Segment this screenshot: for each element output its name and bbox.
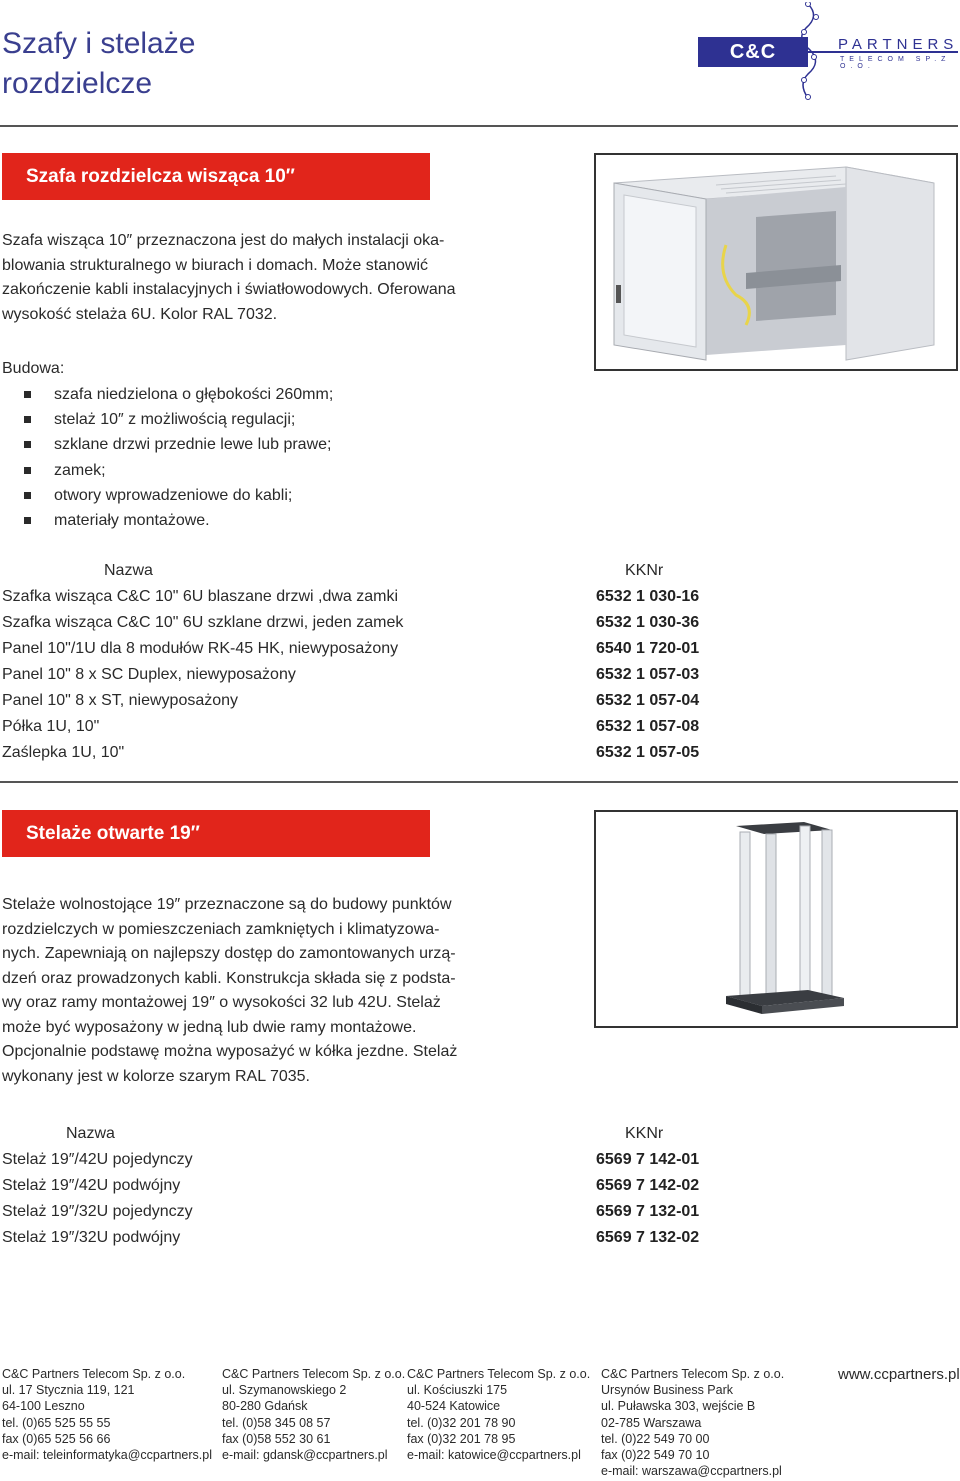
footer-line: 64-100 Leszno (2, 1399, 85, 1414)
description-line: Stelaże wolnostojące 19″ przeznaczone są do budowy punktów (2, 896, 452, 913)
cabinet-illustration (596, 155, 956, 369)
footer-line: ul. Kościuszki 175 (407, 1383, 508, 1398)
footer-line: tel. (0)58 345 08 57 (222, 1415, 331, 1430)
section1-banner: Szafa rozdzielcza wisząca 10″ (2, 153, 430, 200)
website-link[interactable]: www.ccpartners.pl (838, 1366, 960, 1383)
row-name: Stelaż 19″/32U pojedynczy (2, 1203, 193, 1220)
section-divider (0, 781, 958, 783)
company-logo (698, 2, 960, 100)
footer-line: tel. (0)65 525 55 55 (2, 1415, 111, 1430)
row-code: 6532 1 030-16 (596, 588, 700, 605)
row-name: Stelaż 19″/32U podwójny (2, 1229, 181, 1246)
description-line: blowania strukturalnego w biurach i domach. Może stanowić (2, 256, 428, 274)
rack-illustration (596, 812, 956, 1026)
list-item: szafa niedzielona o głębokości 260mm; (24, 382, 524, 407)
row-name: Szafka wisząca C&C 10" 6U szklane drzwi, jeden zamek (2, 614, 404, 631)
row-name: Szafka wisząca C&C 10" 6U blaszane drzwi ,dwa zamki (2, 588, 399, 605)
table-row (2, 740, 762, 766)
row-name: Stelaż 19″/42U pojedynczy (2, 1151, 193, 1168)
features-list (24, 382, 524, 533)
footer-address-gdansk (222, 1366, 405, 1463)
list-item: stelaż 10″ z możliwością regulacji; (24, 407, 524, 432)
row-code: 6532 1 057-08 (596, 718, 700, 735)
table-row (2, 662, 762, 688)
footer-email-link[interactable]: e-mail: katowice@ccpartners.pl (407, 1448, 581, 1463)
list-item: szklane drzwi przednie lewe lub prawe; (24, 432, 524, 457)
row-code: 6569 7 142-01 (596, 1151, 700, 1168)
table1-header-name: Nazwa (104, 562, 153, 579)
footer-line: fax (0)65 525 56 66 (2, 1431, 111, 1446)
description-line: nych. Zapewniają on najlepszy dostęp do zamontowanych urzą- (2, 945, 456, 962)
footer-line: fax (0)58 552 30 61 (222, 1431, 331, 1446)
footer-email-link[interactable]: e-mail: gdansk@ccpartners.pl (222, 1448, 388, 1463)
footer-line: ul. 17 Stycznia 119, 121 (2, 1383, 135, 1398)
footer-line: 02-785 Warszawa (601, 1415, 702, 1430)
row-name: Półka 1U, 10" (2, 718, 100, 735)
table2 (2, 1147, 762, 1251)
footer-line: C&C Partners Telecom Sp. z o.o. (601, 1367, 785, 1381)
rack-photo (594, 810, 958, 1028)
description-line: wy oraz ramy montażowej 19″ o wysokości 32 lub 42U. Stelaż (2, 994, 441, 1011)
footer-line: C&C Partners Telecom Sp. z o.o. (407, 1367, 591, 1381)
table-row (2, 1173, 762, 1199)
description-line: dzeń oraz prowadzonych kabli. Konstrukcja składa się z podsta- (2, 969, 456, 987)
row-code: 6569 7 132-02 (596, 1229, 700, 1246)
footer-line: ul. Puławska 303, wejście B (601, 1399, 756, 1414)
description-line: zakończenie kabli instalacyjnych i światłowodowych. Oferowana (2, 281, 456, 298)
description-line: Opcjonalnie podstawę można wyposażyć w kółka jezdne. Stelaż (2, 1043, 458, 1060)
footer-line: Ursynów Business Park (601, 1383, 733, 1398)
section1-description (2, 229, 456, 327)
row-name: Zaślepka 1U, 10" (2, 744, 125, 761)
description-line: wykonany jest w kolorze szarym RAL 7035. (2, 1067, 310, 1085)
row-code: 6532 1 057-04 (596, 692, 700, 709)
table-row (2, 714, 762, 740)
table-row (2, 1199, 762, 1225)
row-code: 6532 1 057-05 (596, 744, 700, 761)
table1-header-code: KKNr (625, 562, 664, 579)
footer-email-link[interactable]: e-mail: teleinformatyka@ccpartners.pl (2, 1448, 212, 1463)
row-code: 6569 7 132-01 (596, 1203, 700, 1220)
footer-line: fax (0)32 201 78 95 (407, 1431, 516, 1446)
row-code: 6532 1 057-03 (596, 666, 700, 683)
footer-line: C&C Partners Telecom Sp. z o.o. (2, 1367, 186, 1381)
table-row (2, 636, 762, 662)
description-line: rozdzielczych w pomieszczeniach zamkniętych i klimatyzowa- (2, 920, 440, 938)
description-line: wysokość stelaża 6U. Kolor RAL 7032. (2, 305, 278, 323)
budowa-label: Budowa: (2, 360, 65, 377)
footer-address-katowice (407, 1366, 590, 1463)
footer-line: tel. (0)32 201 78 90 (407, 1415, 516, 1430)
footer (0, 1366, 960, 1481)
footer-address-leszno (2, 1366, 212, 1463)
footer-line: 80-280 Gdańsk (222, 1399, 308, 1414)
header-divider (0, 125, 958, 127)
footer-line: fax (0)22 549 70 10 (601, 1448, 710, 1463)
list-item: materiały montażowe. (24, 508, 524, 533)
cabinet-photo (594, 153, 958, 371)
row-name: Panel 10" 8 x ST, niewyposażony (2, 692, 239, 709)
footer-line: tel. (0)22 549 70 00 (601, 1431, 710, 1446)
list-item: zamek; (24, 458, 524, 483)
table-row (2, 1225, 762, 1251)
table1 (2, 584, 762, 766)
table-row (2, 1147, 762, 1173)
row-code: 6540 1 720-01 (596, 640, 700, 657)
page-title-line2: rozdzielcze (2, 67, 153, 100)
page-title-line1: Szafy i stelaże (2, 27, 196, 60)
description-line: Szafa wisząca 10″ przeznaczona jest do małych instalacji oka- (2, 232, 445, 249)
footer-address-warszawa (601, 1366, 784, 1479)
footer-email-link[interactable]: e-mail: warszawa@ccpartners.pl (601, 1464, 782, 1479)
table-row (2, 610, 762, 636)
row-code: 6532 1 030-36 (596, 614, 700, 631)
footer-line: ul. Szymanowskiego 2 (222, 1383, 347, 1398)
table2-header-code: KKNr (625, 1125, 664, 1142)
footer-line: C&C Partners Telecom Sp. z o.o. (222, 1367, 406, 1381)
table-row (2, 688, 762, 714)
table2-header-name: Nazwa (66, 1125, 115, 1142)
row-name: Panel 10"/1U dla 8 modułów RK-45 HK, niewyposażony (2, 640, 399, 657)
row-code: 6569 7 142-02 (596, 1177, 700, 1194)
logo-telecom-text: TELECOM SP.Z O.O. (840, 56, 951, 70)
row-name: Stelaż 19″/42U podwójny (2, 1177, 181, 1194)
page-title (2, 24, 402, 104)
description-line: może być wyposażony w jedną lub dwie ramy montażowe. (2, 1018, 417, 1036)
table-row (2, 584, 762, 610)
section2-description (2, 893, 457, 1089)
logo-badge: C&C (698, 37, 808, 67)
logo-partners-text: PARTNERS (838, 36, 959, 53)
footer-line: 40-524 Katowice (407, 1399, 501, 1414)
list-item: otwory wprowadzeniowe do kabli; (24, 483, 524, 508)
row-name: Panel 10" 8 x SC Duplex, niewyposażony (2, 666, 296, 683)
section2-banner: Stelaże otwarte 19″ (2, 810, 430, 857)
